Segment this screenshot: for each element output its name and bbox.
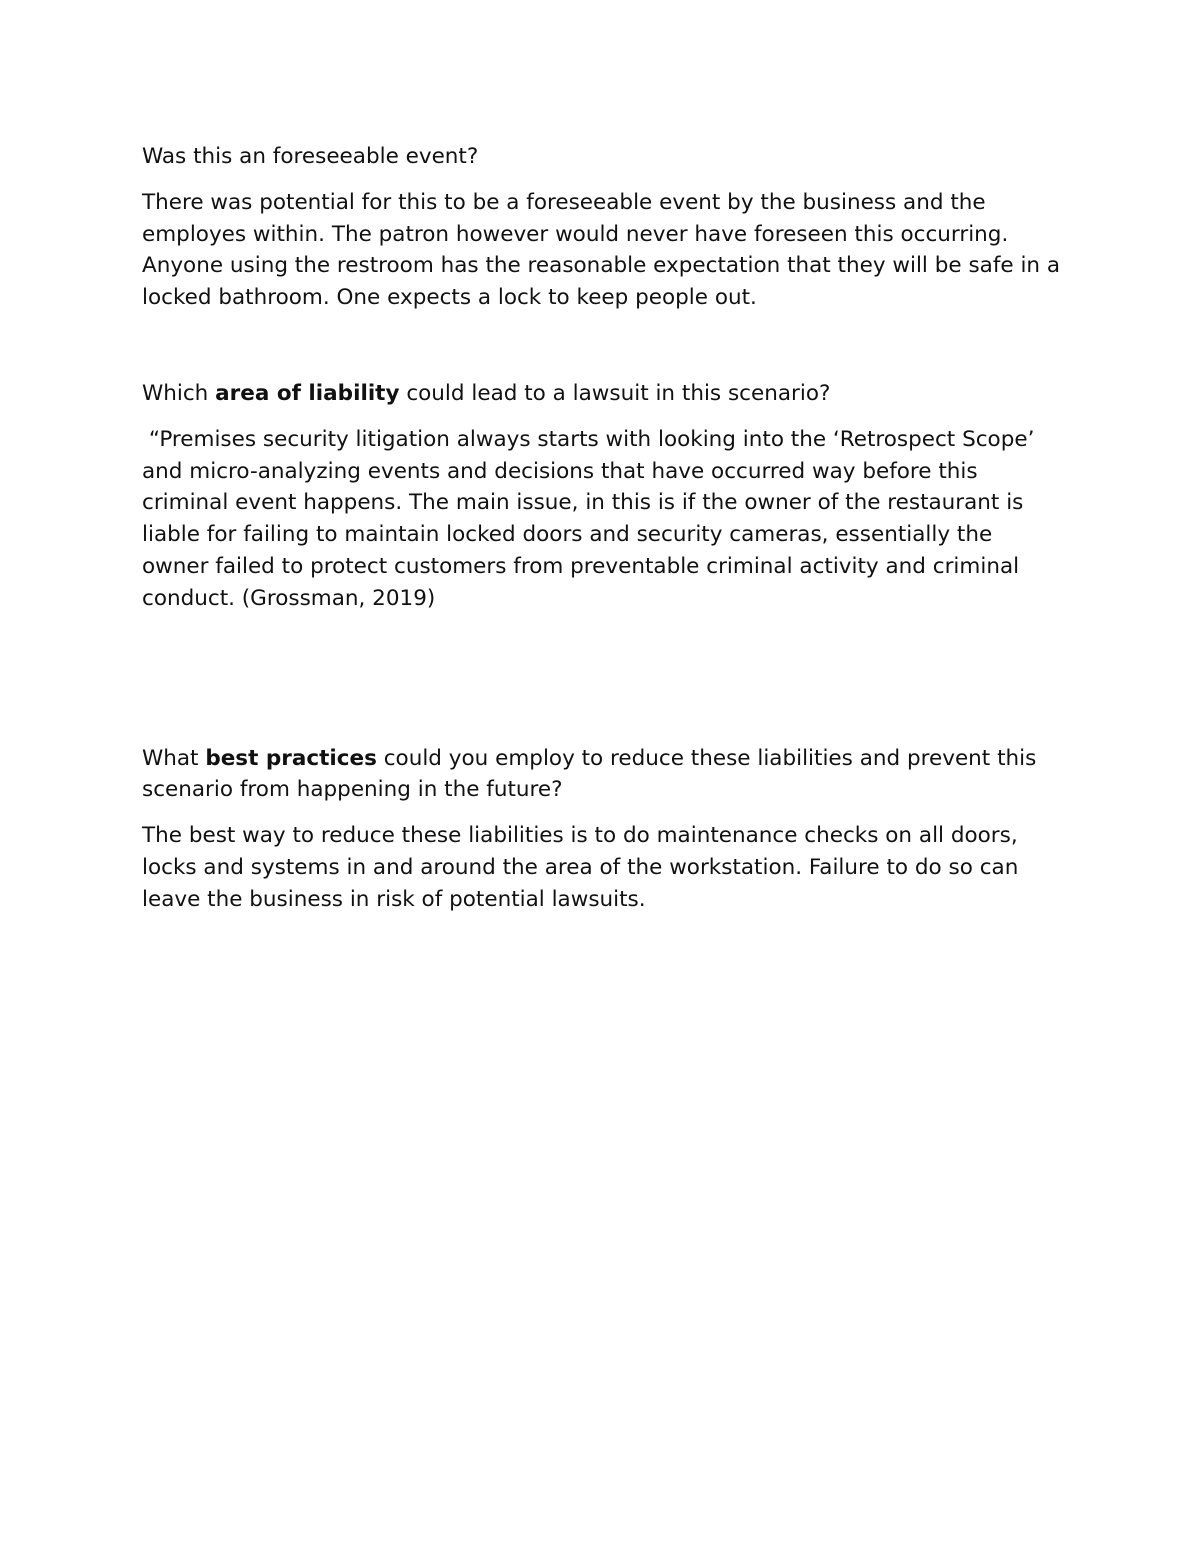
question-liability xyxy=(142,378,1062,410)
question-emphasis: area of liability xyxy=(215,380,400,406)
answer-liability: “Premises security litigation always starts with looking into the ‘Retrospect Scope’ and micro-analyzing events and decisions that have occurred way before this criminal event happens. The main issue, in this is if the owner of the restaurant is liable for failing to maintain locked doors and security cameras, essentially the owner failed to protect customers from preventable criminal activity and criminal conduct. (Grossman, 2019) xyxy=(142,426,1042,611)
answer-foreseeable: There was potential for this to be a foreseeable event by the business and the employes within. The patron however would never have foreseen this occurring. Anyone using the restroom has the reasonable expectation that they will be safe in a locked bathroom. One expects a lock to keep people out. xyxy=(142,189,1061,311)
question-foreseeable xyxy=(142,141,1062,173)
spacer xyxy=(142,314,1062,378)
question-text-after: could lead to a lawsuit in this scenario? xyxy=(399,380,831,406)
question-emphasis: best practices xyxy=(205,745,377,771)
spacer xyxy=(142,615,1062,743)
answer-best-practices: The best way to reduce these liabilities is to do maintenance checks on all doors, locks and systems in and around the area of the workstation. Failure to do so can leave the business in risk of potential lawsuits. xyxy=(142,823,1019,912)
document-body xyxy=(142,141,1062,916)
question-text-before: What xyxy=(142,745,206,771)
question-text: Was this an foreseeable event? xyxy=(142,144,479,169)
question-text-before: Which xyxy=(142,380,216,406)
question-best-practices xyxy=(142,743,1062,807)
question-text-after: could you employ to reduce these liabilities and prevent this scenario from happening in the future? xyxy=(142,745,1037,803)
